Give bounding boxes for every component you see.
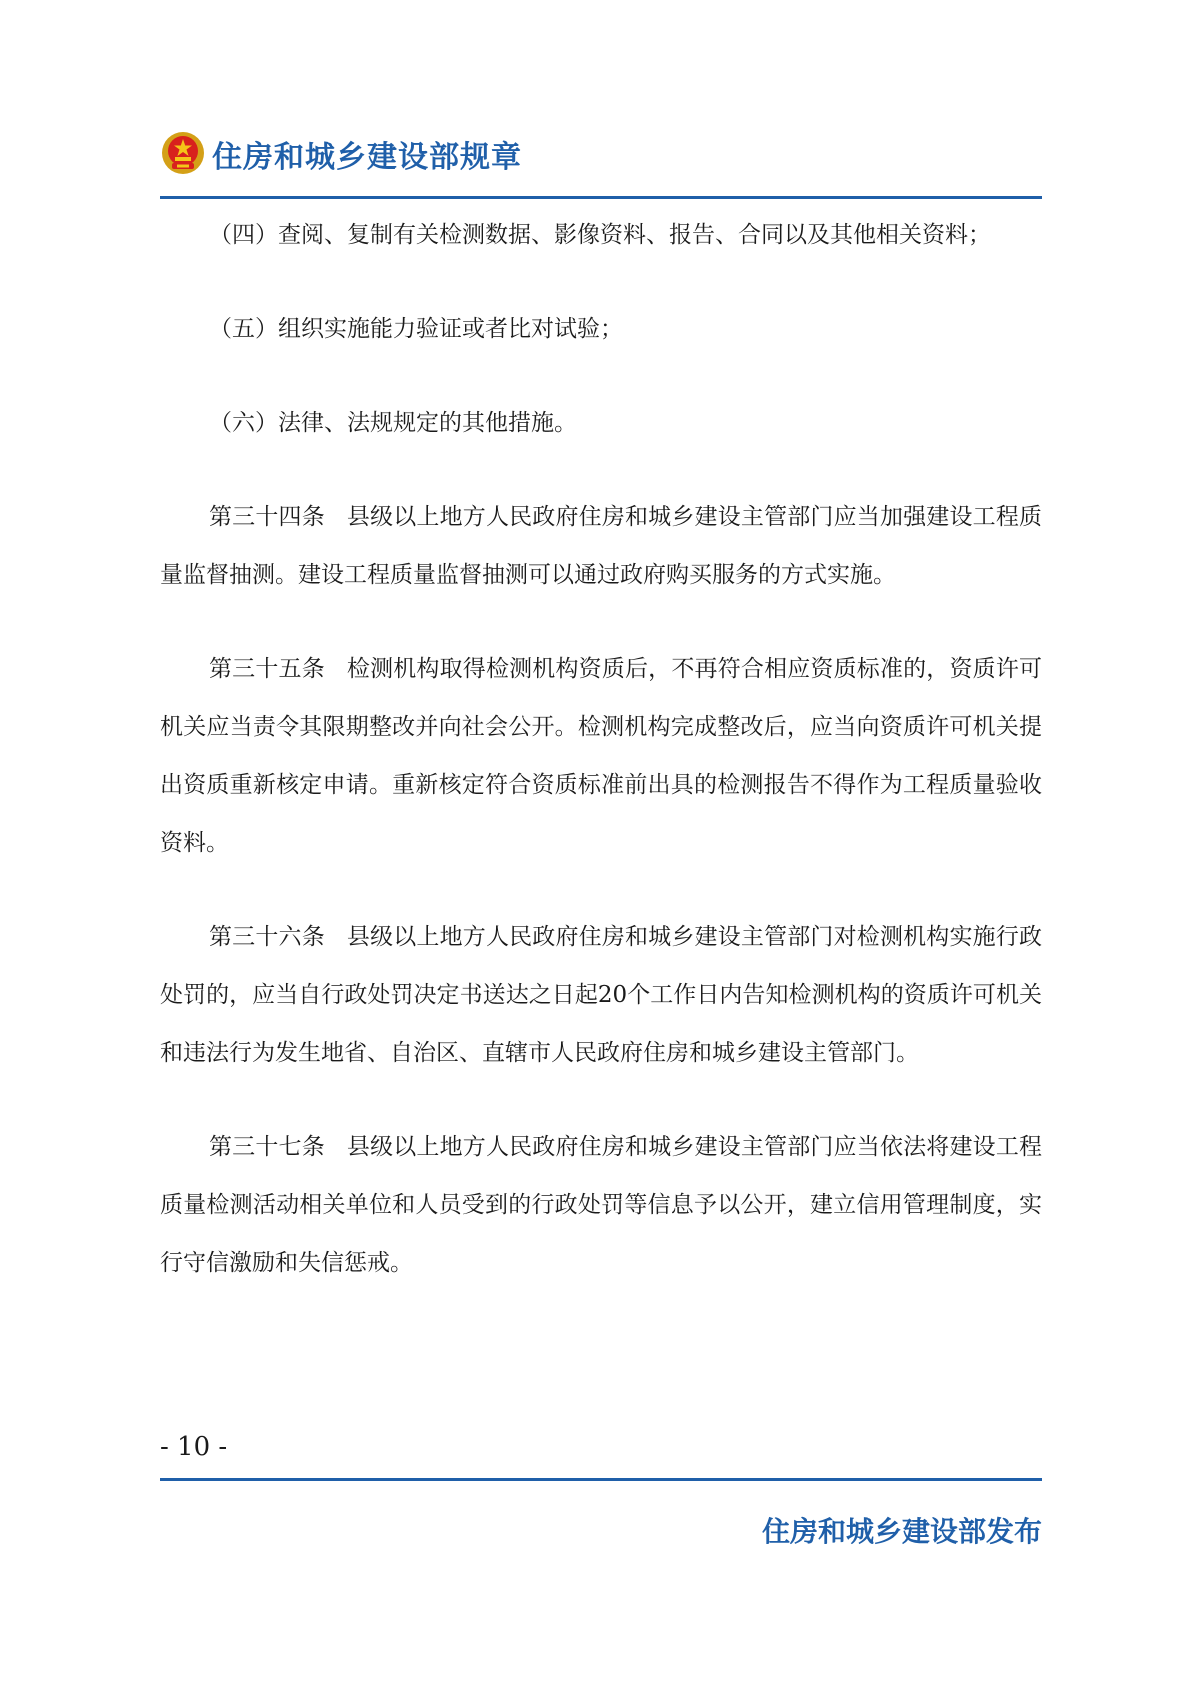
list-item-6: （六）法律、法规规定的其他措施。 (209, 410, 577, 436)
article-35 (160, 640, 1042, 872)
article-number: 第三十七条 (209, 1134, 325, 1160)
article-text: 县级以上地方人民政府住房和城乡建设主管部门应当依法将建设工程质量检测活动相关单位和人员受到的行政处罚等信息予以公开，建立信用管理制度，实行守信激励和失信惩戒。 (160, 1134, 1043, 1276)
article-34 (160, 488, 1042, 604)
list-item-4: （四）查阅、复制有关检测数据、影像资料、报告、合同以及其他相关资料； (209, 222, 991, 248)
header-title: 住房和城乡建设部规章 (212, 140, 522, 175)
article-37 (160, 1118, 1042, 1292)
article-number: 第三十五条 (209, 656, 325, 682)
article-number: 第三十四条 (209, 504, 325, 530)
national-emblem-icon (160, 130, 206, 176)
footer-publisher: 住房和城乡建设部发布 (761, 1515, 1042, 1548)
page-number: - 10 - (160, 1432, 228, 1462)
article-text: 检测机构取得检测机构资质后，不再符合相应资质标准的，资质许可机关应当责令其限期整改并向社会公开。检测机构完成整改后，应当向资质许可机关提出资质重新核定申请。重新核定符合资质标准前出具的检测报告不得作为工程质量验收资料。 (160, 656, 1043, 856)
article-text: 县级以上地方人民政府住房和城乡建设主管部门对检测机构实施行政处罚的，应当自行政处罚决定书送达之日起20个工作日内告知检测机构的资质许可机关和违法行为发生地省、自治区、直辖市人民政府住房和城乡建设主管部门。 (160, 924, 1043, 1066)
list-item-5: （五）组织实施能力验证或者比对试验； (209, 316, 623, 342)
header-divider (160, 196, 1042, 199)
article-number: 第三十六条 (209, 924, 325, 950)
footer-divider (160, 1478, 1042, 1481)
article-36 (160, 908, 1042, 1082)
article-text: 县级以上地方人民政府住房和城乡建设主管部门应当加强建设工程质量监督抽测。建设工程质量监督抽测可以通过政府购买服务的方式实施。 (160, 504, 1043, 588)
page-header (160, 128, 1060, 176)
document-body (160, 206, 1042, 1328)
